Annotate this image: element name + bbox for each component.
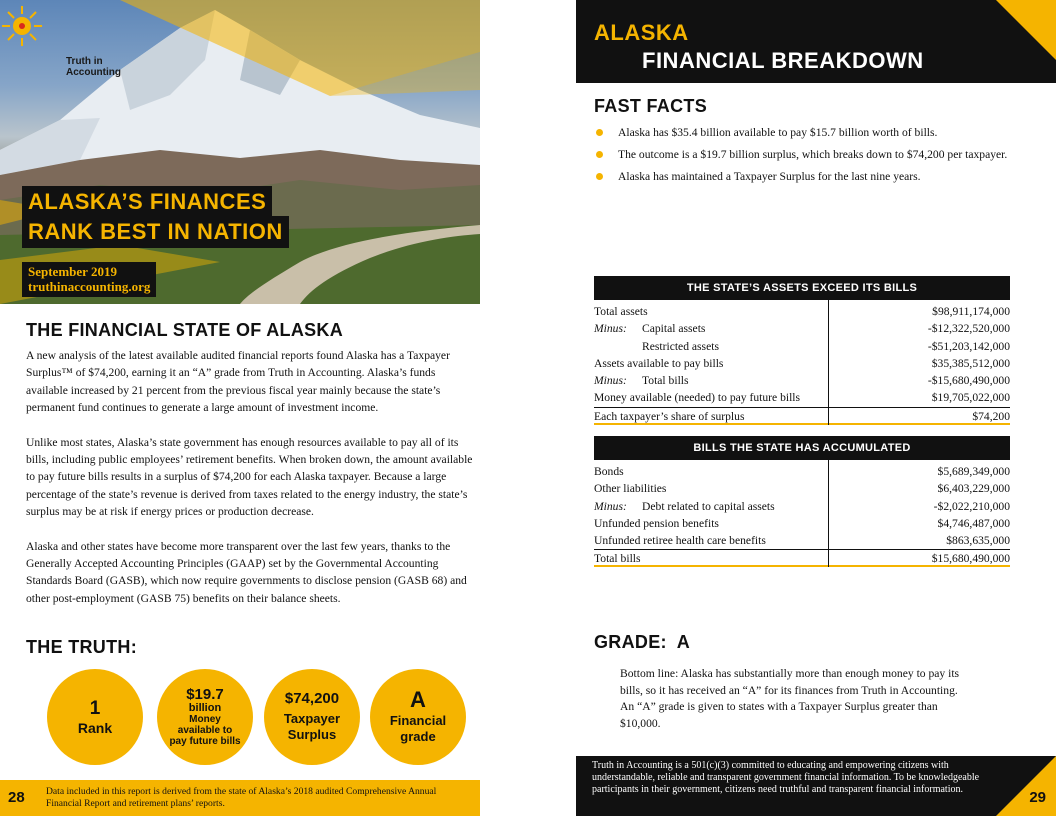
- row-value: -$2,022,210,000: [933, 499, 1010, 513]
- fact-item: [594, 124, 1024, 141]
- taxpayer-surplus-value: $74,200: [284, 690, 340, 707]
- taxpayer-surplus-circle: [264, 669, 360, 765]
- row-prefix: Minus:: [594, 499, 627, 513]
- grade-heading: GRADE: A: [594, 632, 691, 652]
- data-source-note: Data included in this report is derived from the state of Alaska’s 2018 audited Comprehensive Annual Financial Report and retirement plans’ reports.: [46, 786, 437, 809]
- row-value: $98,911,174,000: [932, 305, 1010, 318]
- table-row: [594, 303, 1010, 320]
- bullet-icon: [596, 129, 603, 136]
- left-footer: [0, 780, 480, 816]
- table-row: [594, 372, 1010, 389]
- paragraph-3: Alaska and other states have become more transparent over the last few years, thanks to the Generally Accepted Accounting Principles (GAAP) set by the Governmental Accounting Standards Board (GASB), which now require governments to disclose pension (GASB 68) and other post-employment (GASB 75) benefits on their balance sheets.: [26, 539, 467, 605]
- logo-text: [66, 56, 121, 78]
- table-row: [594, 498, 1010, 515]
- grade-label-2: grade: [400, 729, 436, 744]
- breakdown-title: FINANCIAL BREAKDOWN: [642, 48, 924, 73]
- corner-accent-bottom: [996, 756, 1056, 816]
- table-total-row: [594, 407, 1010, 425]
- money-available-label: Money available to pay future bills: [169, 714, 241, 747]
- rank-label: Rank: [77, 720, 113, 736]
- paragraph-1: A new analysis of the latest available audited financial reports found Alaska has a Taxpayer Surplus™ of $74,200, earning it an “A” grade from Truth in Accounting. Alaska’s funds available increased by 21 percent from the previous fiscal year mainly because the state’s permanent fund continues to generate a large amount of investment income.: [26, 349, 450, 415]
- fast-facts-list: [594, 124, 1024, 190]
- report-date: September 2019: [28, 264, 117, 279]
- fact-item: [594, 146, 1024, 163]
- fact-text: Alaska has $35.4 billion available to pay $15.7 billion worth of bills.: [618, 126, 938, 139]
- financial-state-heading: THE FINANCIAL STATE OF ALASKA: [26, 320, 344, 340]
- row-prefix: Minus:: [594, 322, 627, 336]
- table-row: [594, 515, 1010, 532]
- bills-table-header: BILLS THE STATE HAS ACCUMULATED: [594, 436, 1010, 460]
- fact-text: The outcome is a $19.7 billion surplus, which breaks down to $74,200 per taxpayer.: [618, 148, 1008, 161]
- grade-circle: [370, 669, 466, 765]
- row-label: Assets available to pay bills: [594, 356, 724, 370]
- paragraph-2: Unlike most states, Alaska’s state government has enough resources available to pay all of its bills, including public employees’ retirement benefits. When broken down, the amount available to pay future bills results in a surplus of $74,200 for each Alaska taxpayer. Because a large percentage of the state’s revenue is derived from taxes related to the energy industry, the state’s surplus may be at risk if energy prices or production decrease.: [26, 435, 473, 519]
- row-value: $35,385,512,000: [931, 356, 1010, 370]
- money-available-circle: [157, 669, 253, 765]
- taxpayer-surplus-label-2: Surplus: [287, 727, 337, 742]
- table-row: [594, 320, 1010, 337]
- fact-text: Alaska has maintained a Taxpayer Surplus for the last nine years.: [618, 170, 921, 183]
- row-label: Total assets: [594, 305, 648, 318]
- table-total-row: [594, 549, 1010, 567]
- row-label: Unfunded retiree health care benefits: [594, 534, 766, 548]
- row-label: Unfunded pension benefits: [594, 516, 719, 530]
- total-label: Total bills: [594, 552, 641, 566]
- truth-in-accounting-logo: [0, 0, 110, 50]
- table-row: [594, 338, 1010, 355]
- total-value: $74,200: [972, 409, 1010, 423]
- fast-facts-heading: FAST FACTS: [594, 96, 708, 116]
- corner-accent-top: [996, 0, 1056, 60]
- left-page: [0, 0, 480, 816]
- fact-item: [594, 168, 1024, 185]
- row-label: Restricted assets: [642, 339, 719, 353]
- page-number-left: 28: [8, 789, 25, 806]
- bullet-icon: [596, 173, 603, 180]
- hero-image: [0, 0, 480, 304]
- grade-value: A: [410, 687, 426, 712]
- right-page: [576, 0, 1056, 816]
- row-value: -$12,322,520,000: [927, 322, 1010, 336]
- total-value: $15,680,490,000: [931, 552, 1010, 566]
- row-value: $19,705,022,000: [931, 391, 1010, 405]
- row-label: Other liabilities: [594, 482, 667, 496]
- row-value: -$51,203,142,000: [927, 339, 1010, 353]
- money-available-unit: billion: [188, 702, 222, 714]
- logo-text-line1: Truth in: [66, 56, 103, 67]
- table-row: [594, 480, 1010, 497]
- money-available-value: $19.7: [186, 686, 224, 703]
- date-box: [22, 262, 156, 297]
- row-label: Capital assets: [642, 322, 706, 336]
- hero-title-line1: ALASKA’S FINANCES: [22, 186, 272, 218]
- truth-heading: THE TRUTH:: [26, 637, 137, 657]
- organization-note: Truth in Accounting is a 501(c)(3) committed to educating and empowering citizens with understandable, reliable and transparent government financial information. To be knowledgeable participants in their government, citizens need truthful and transparent financial information.: [592, 760, 980, 796]
- state-title: ALASKA: [594, 20, 689, 45]
- assets-table-header: THE STATE’S ASSETS EXCEED ITS BILLS: [594, 276, 1010, 300]
- assets-table-body: [594, 300, 1010, 425]
- taxpayer-surplus-label-1: Taxpayer: [283, 711, 341, 726]
- grade-label-1: Financial: [389, 713, 447, 728]
- rank-circle: [47, 669, 143, 765]
- row-value: $4,746,487,000: [937, 516, 1010, 530]
- hero-title-line2: RANK BEST IN NATION: [22, 216, 289, 248]
- row-label: Money available (needed) to pay future bills: [594, 391, 801, 405]
- table-row: [594, 355, 1010, 372]
- row-value: $6,403,229,000: [937, 482, 1010, 496]
- title-block: [576, 0, 1056, 83]
- row-value: -$15,680,490,000: [927, 374, 1010, 388]
- bills-table: [594, 436, 1010, 567]
- row-label: Total bills: [642, 374, 689, 388]
- bills-table-body: [594, 460, 1010, 567]
- rank-value: 1: [89, 698, 101, 719]
- bullet-icon: [596, 151, 603, 158]
- logo-text-line2: Accounting: [66, 67, 121, 78]
- row-label: Debt related to capital assets: [642, 499, 775, 513]
- right-footer: [576, 756, 1056, 816]
- table-row: [594, 389, 1010, 406]
- assets-table: [594, 276, 1010, 425]
- row-value: $863,635,000: [946, 534, 1010, 548]
- row-value: $5,689,349,000: [937, 465, 1010, 478]
- website-link[interactable]: truthinaccounting.org: [28, 279, 151, 294]
- table-row: [594, 532, 1010, 549]
- row-label: Bonds: [594, 465, 624, 478]
- page-number-right: 29: [1029, 789, 1046, 806]
- table-row: [594, 463, 1010, 480]
- row-prefix: Minus:: [594, 374, 627, 388]
- grade-explanation: Bottom line: Alaska has substantially more than enough money to pay its bills, so it has received an “A” for its finances from Truth in Accounting. An “A” grade is given to states with a Taxpayer Surplus greater than $10,000.: [620, 667, 960, 730]
- intro-paragraphs: [26, 347, 478, 624]
- total-label: Each taxpayer’s share of surplus: [594, 409, 745, 423]
